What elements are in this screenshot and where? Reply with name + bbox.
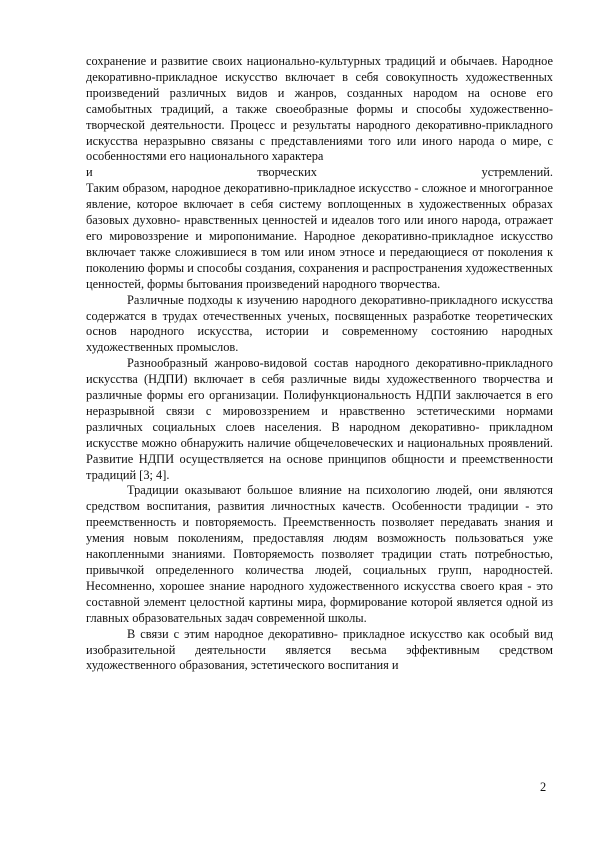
- paragraph-6: В связи с этим народное декоративно- прикладное искусство как особый вид изобразительной деятельности является весьма эффективным средством художественного образования, эстетического воспитания и: [86, 626, 553, 673]
- paragraph-1-word-3: устремлений.: [481, 165, 553, 180]
- paragraph-5: Традиции оказывают большое влияние на психологию людей, они являются средством воспитания, развития личностных качеств. Особенности традиции - это преемственность и повторяемость. Преемственность позволяет передавать знания и умения новым поколениям, предоставляя людям возможность пользоваться уже накопленными знаниями. Повторяемость позволяет традиции стать потребностью, привычкой определенного количества людей, социальных групп, народностей. Несомненно, хорошее знание народного художественного искусства своего края - это составной элемент целостной картины мира, формирование которой является одной из главных образовательных задач современной школы.: [86, 483, 553, 625]
- body-text: [86, 54, 553, 674]
- paragraph-4: Разнообразный жанрово-видовой состав народного декоративно-прикладного искусства (НДПИ) включает в себя различные виды художественного творчества и различные формы его организации. Полифункциональность НДПИ заключается в его неразрывной связи с мировоззрением и нравственно эстетическими нормами различных социальных слоев населения. В народном декоративно- прикладном искусстве можно обнаружить наличие общечеловеческих и национальных проявлений. Развитие НДПИ осуществляется на основе принципов общности и преемственности традиций [3; 4].: [86, 356, 553, 482]
- paragraph-3: Различные подходы к изучению народного декоративно-прикладного искусства содержатся в трудах отечественных ученых, посвященных разработке теоретических основ народного искусства, истории и современному состоянию народных художественных промыслов.: [86, 292, 553, 355]
- paragraph-1-word-2: творческих: [257, 165, 317, 180]
- paragraph-2: Таким образом, народное декоративно-прикладное искусство - сложное и многогранное явление, которое включает в себя систему воплощенных в художественных образах базовых духовно- нравственных ценностей и идеалов того или иного народа, отражает его мировоззрение и миропонимание. Народное декоративно-прикладное искусство включает также сложившиеся в том или ином этносе и передающиеся от поколения к поколению формы и способы создания, сохранения и распространения художественных ценностей, формы бытования произведений народного творчества.: [86, 181, 553, 291]
- paragraph-1: сохранение и развитие своих национально-культурных традиций и обычаев. Народное декоративно-прикладное искусство включает в себя совокупность художественных произведений различных видов и жанров, созданных народом на основе его самобытных традиций, а также своеобразные формы и способы художественно-творческой деятельности. Процесс и результаты народного декоративно-прикладного искусства неразрывно связаны с представлениями того или иного народа о мире, с особенностями его национального характера: [86, 54, 553, 164]
- paragraph-1-word-1: и: [86, 165, 93, 180]
- paragraph-1-last-line: [86, 165, 553, 181]
- page-number: 2: [540, 780, 547, 794]
